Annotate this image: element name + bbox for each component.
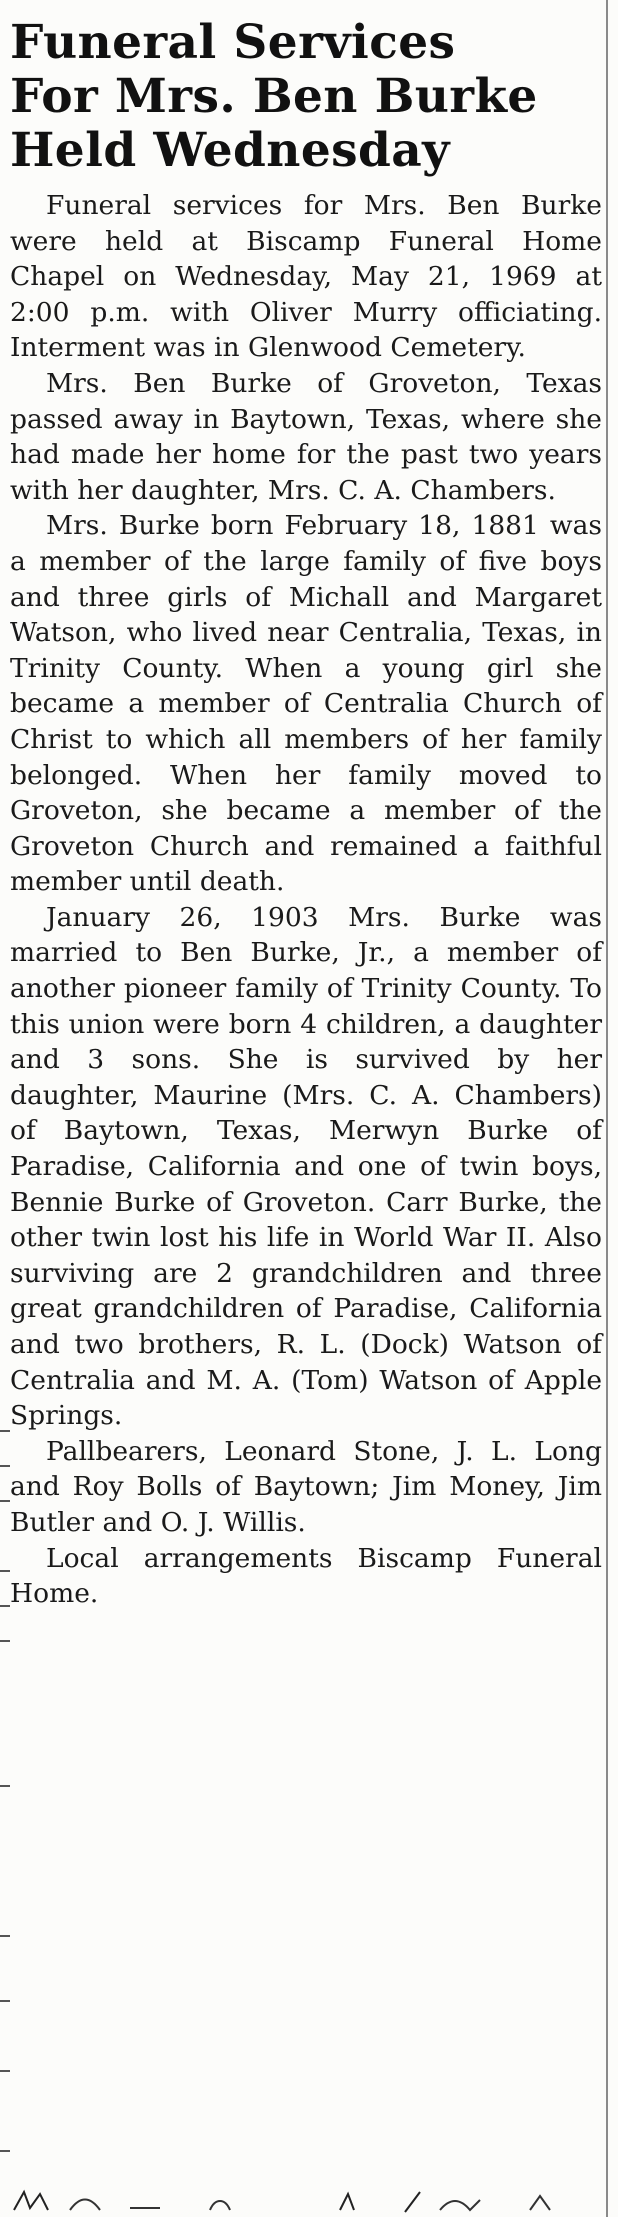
headline-line-2: For Mrs. Ben Burke: [10, 69, 538, 124]
paragraph-biography: Mrs. Burke born February 18, 1881 was a member of the large family of five boys and three girls of Michall and Margaret Watson, who lived near Centralia, Texas, in Trinity County. When a young girl she became a member of Centralia Church of Christ to which all members of her family belonged. When her family moved to Groveton, she became a member of the Groveton Church and remained a faithful member until death.: [10, 510, 602, 898]
obituary-article: [10, 16, 602, 1612]
headline: [10, 16, 602, 178]
paragraph-family: January 26, 1903 Mrs. Burke was married to Ben Burke, Jr., a member of another pioneer family of Trinity County. To this union were born 4 children, a daughter and 3 sons. She is survived by her daughter, Maurine (Mrs. C. A. Chambers) of Baytown, Texas, Merwyn Burke of Paradise, California and one of twin boys, Bennie Burke of Groveton. Carr Burke, the other twin lost his life in World War II. Also surviving are 2 grandchildren and three great grandchildren of Paradise, California and two brothers, R. L. (Dock) Watson of Centralia and M. A. (Tom) Watson of Apple Springs.: [10, 901, 602, 1432]
headline-line-1: Funeral Services: [10, 15, 456, 70]
article-body: [10, 188, 602, 1612]
paragraph-passing: Mrs. Ben Burke of Groveton, Texas passed away in Baytown, Texas, where she had made her home for the past two years with her daughter, Mrs. C. A. Chambers.: [10, 367, 602, 506]
column-rule: [606, 0, 608, 2217]
paragraph-pallbearers: Pallbearers, Leonard Stone, J. L. Long and Roy Bolls of Baytown; Jim Money, Jim Butler and O. J. Willis.: [10, 1435, 602, 1538]
handwriting-scrawl: [10, 2188, 570, 2216]
paragraph-services: Funeral services for Mrs. Ben Burke were held at Biscamp Funeral Home Chapel on Wednesday, May 21, 1969 at 2:00 p.m. with Oliver Murry officiating. Interment was in Glenwood Cemetery.: [10, 190, 602, 364]
headline-line-3: Held Wednesday: [10, 123, 450, 178]
paragraph-arrangements: Local arrangements Biscamp Funeral Home.: [10, 1542, 602, 1610]
